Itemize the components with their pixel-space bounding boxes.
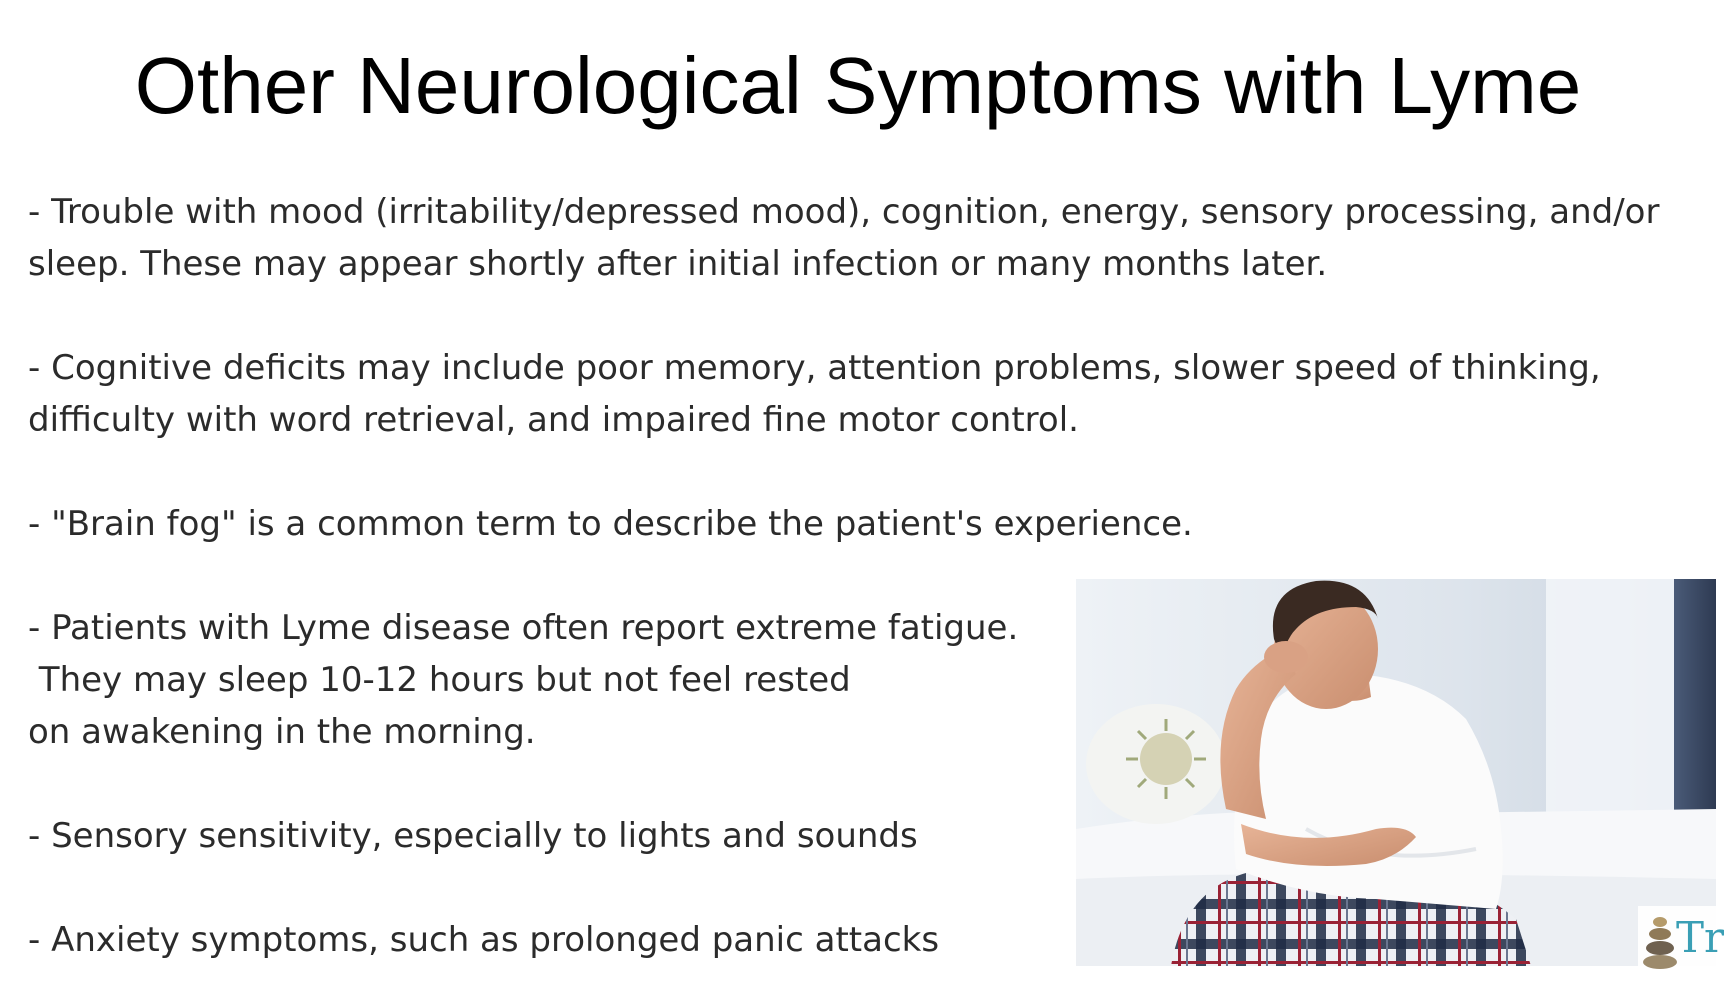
man-with-headache-photo xyxy=(1076,579,1716,966)
bullet-line: - Anxiety symptoms, such as prolonged panic attacks xyxy=(28,920,940,960)
logo-wordmark: Tr xyxy=(1676,913,1724,962)
bullet-line: - Cognitive deficits may include poor memory, attention problems, slower speed of thinking, xyxy=(28,348,1601,388)
bullet-mood-cognition xyxy=(28,186,1659,290)
bullet-fatigue xyxy=(28,602,1018,758)
bullet-line: - Sensory sensitivity, especially to lights and sounds xyxy=(28,816,918,856)
bullet-line: difficulty with word retrieval, and impaired fine motor control. xyxy=(28,400,1079,440)
bullet-line: - Trouble with mood (irritability/depressed mood), cognition, energy, sensory processing, and/or xyxy=(28,192,1660,232)
bullet-line: on awakening in the morning. xyxy=(28,712,536,752)
bullet-line: - Patients with Lyme disease often report extreme fatigue. xyxy=(28,608,1019,648)
bullet-line: They may sleep 10-12 hours but not feel rested xyxy=(28,660,851,700)
bullet-sensory-sensitivity xyxy=(28,810,918,862)
bullet-line: sleep. These may appear shortly after initial infection or many months later. xyxy=(28,244,1328,284)
stone-stack-icon xyxy=(1640,906,1680,970)
slide-title: Other Neurological Symptoms with Lyme xyxy=(134,41,1582,130)
bullet-line: - "Brain fog" is a common term to describe the patient's experience. xyxy=(28,504,1193,544)
brand-logo xyxy=(1638,906,1724,970)
bullet-brain-fog xyxy=(28,498,1193,550)
bullet-anxiety xyxy=(28,914,939,966)
bullet-cognitive-deficits xyxy=(28,342,1601,446)
